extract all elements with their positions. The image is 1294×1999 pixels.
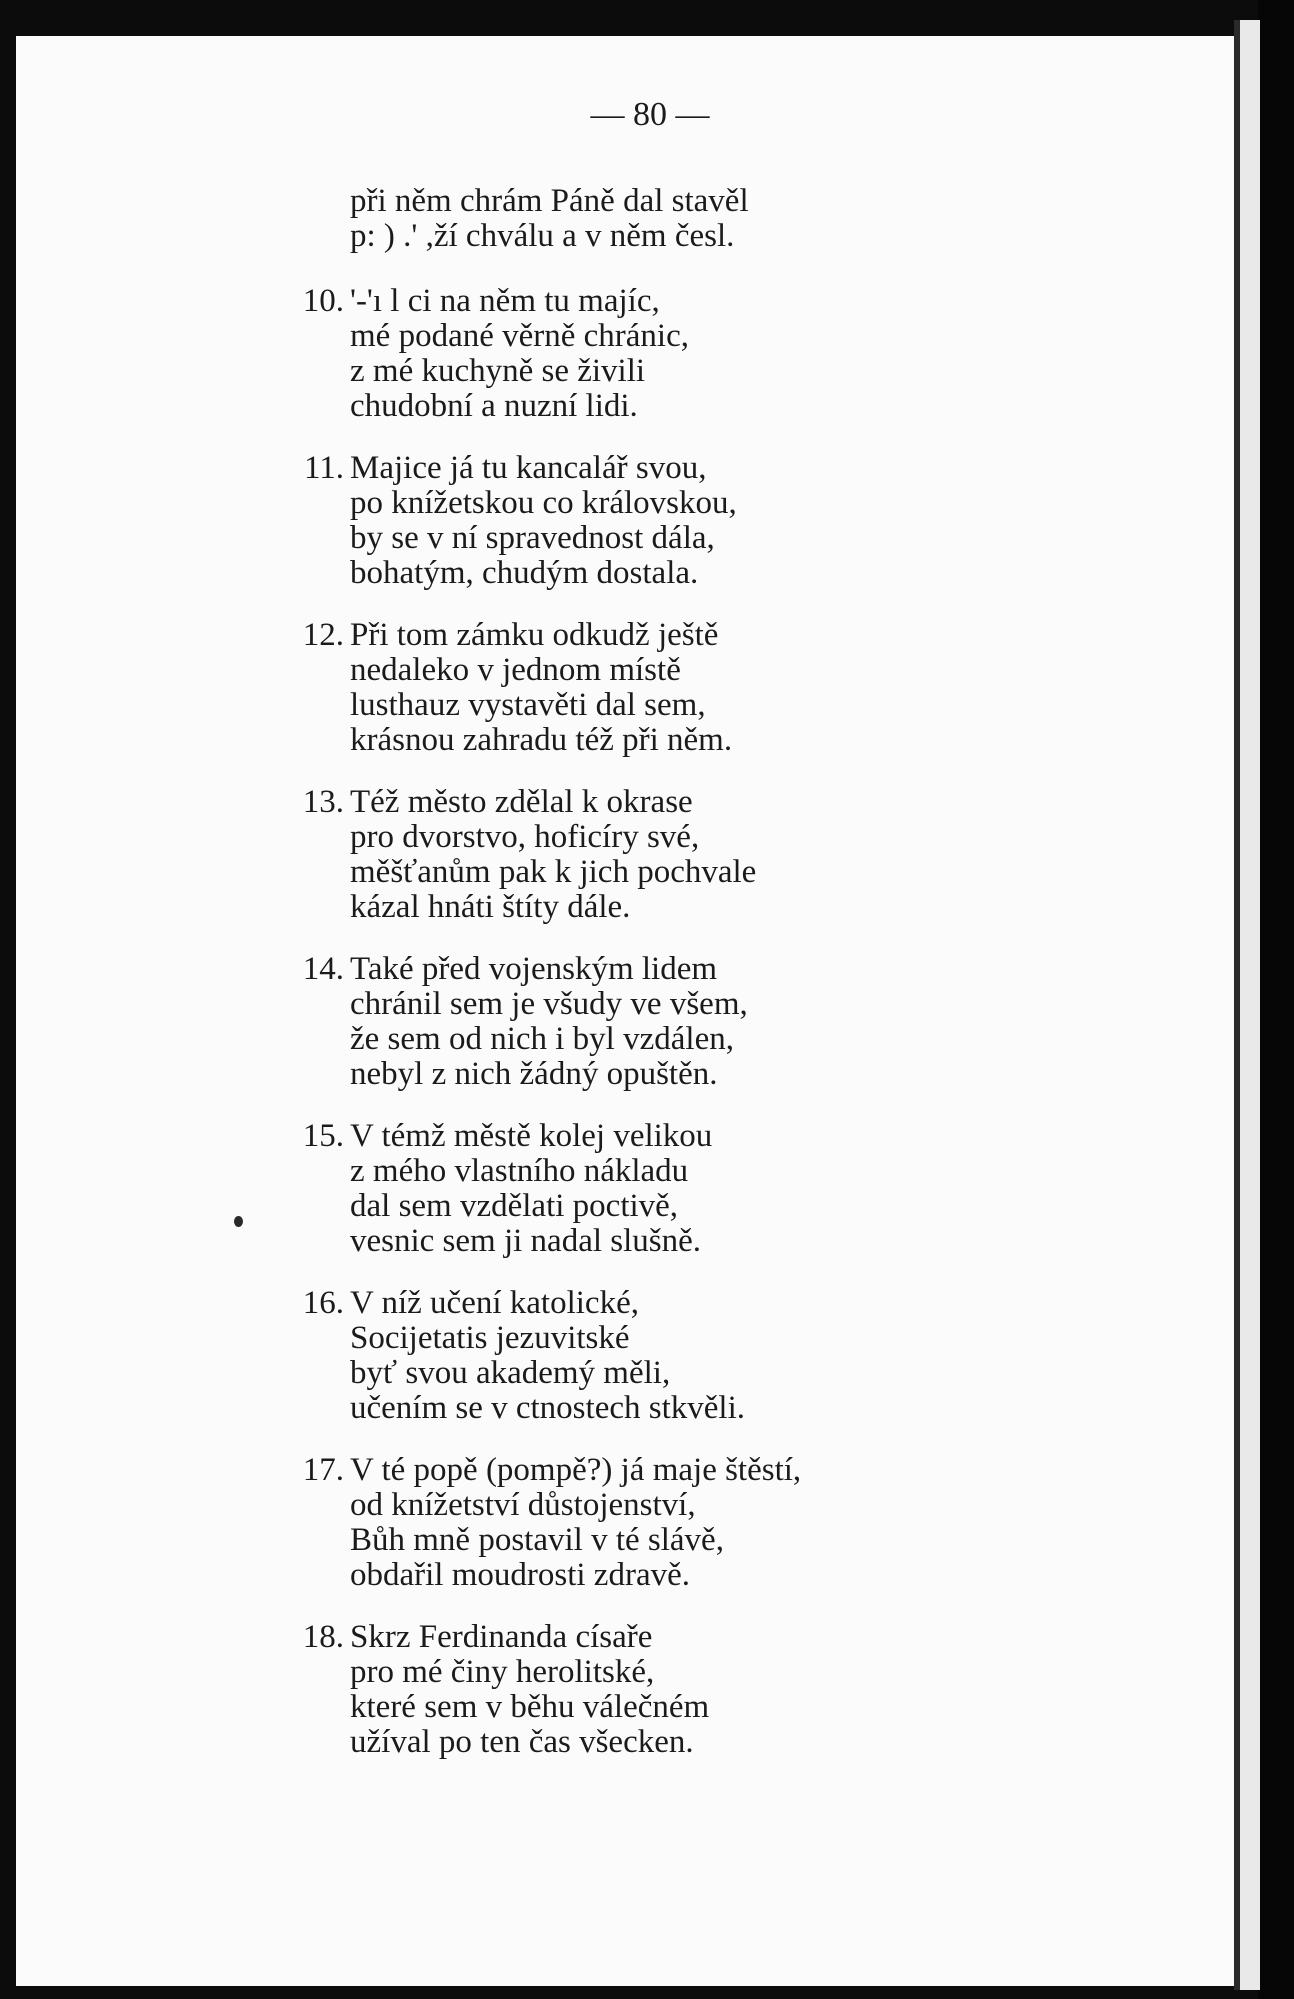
verse-line: z mého vlastního nákladu <box>350 1153 689 1189</box>
verse-line: Též město zdělal k okrase <box>350 784 693 820</box>
stanza <box>302 283 1010 424</box>
verse-line: V té popě (pompě?) já maje štěstí, <box>350 1452 802 1488</box>
stanza <box>302 1118 1010 1259</box>
verse-line: pro dvorstvo, hoficíry své, <box>350 819 700 855</box>
stanza-number: 11. <box>303 450 344 486</box>
stanza <box>303 450 1010 591</box>
verse-line: mé podané věrně chránic, <box>350 318 689 354</box>
stanza-number: 10. <box>302 283 344 319</box>
verse-line: užíval po ten čas všecken. <box>350 1724 694 1760</box>
verse-line: Při tom zámku odkudž ještě <box>350 617 719 653</box>
page-number: — 80 — <box>590 96 710 133</box>
verse-line: nedaleko v jednom místě <box>350 652 681 688</box>
stanza <box>302 1452 1010 1593</box>
verse-line: dal sem vzdělati poctivě, <box>350 1188 679 1224</box>
ink-speck <box>234 1216 243 1227</box>
verse-line: by se v ní spravednost dála, <box>350 520 715 556</box>
verse-line: vesnic sem ji nadal slušně. <box>350 1223 702 1259</box>
stanza-number: 16. <box>302 1285 344 1321</box>
verse-line: Majice já tu kancalář svou, <box>350 450 707 486</box>
verse-line: V níž učení katolické, <box>350 1285 639 1321</box>
verse-line: po knížetskou co královskou, <box>350 485 737 521</box>
book-spine <box>1234 20 1260 1990</box>
verse-line: od knížetství důstojenství, <box>350 1487 696 1523</box>
verse-line: bohatým, chudým dostala. <box>350 555 699 591</box>
verse-line: že sem od nich i byl vzdálen, <box>350 1021 734 1057</box>
stanza <box>302 951 1010 1092</box>
verse-line: p: ) .' ,ží chválu a v něm česl. <box>350 218 735 254</box>
stanza-number: 14. <box>302 951 344 987</box>
verse-line: chránil sem je všudy ve všem, <box>350 986 748 1022</box>
verse-line: Bůh mně postavil v té slávě, <box>350 1522 724 1558</box>
verse-line: pro mé činy herolitské, <box>350 1654 655 1690</box>
verse-line: obdařil moudrosti zdravě. <box>350 1557 690 1593</box>
verse-line: '-'ı l ci na něm tu majíc, <box>350 283 660 319</box>
poem-text <box>302 183 1010 1787</box>
stanza-number: 18. <box>302 1619 344 1655</box>
verse-line: Socijetatis jezuvitské <box>350 1320 630 1356</box>
verse-line: Také před vojenským lidem <box>350 951 718 987</box>
stanza-number: 17. <box>302 1452 344 1488</box>
stanza-number: 12. <box>302 617 344 653</box>
verse-line: kázal hnáti štíty dále. <box>350 889 631 925</box>
stanza <box>302 784 1010 925</box>
verse-line: měšťanům pak k jich pochvale <box>350 854 757 890</box>
verse-line: učením se v ctnostech stkvěli. <box>350 1390 745 1426</box>
stanza-number: 13. <box>302 784 344 820</box>
stanza <box>302 617 1010 758</box>
stanza <box>302 1619 1010 1760</box>
stanza-number: 15. <box>302 1118 344 1154</box>
scan-background <box>1258 0 1294 1999</box>
verse-line: V témž městě kolej velikou <box>350 1118 713 1154</box>
stanza <box>302 1285 1010 1426</box>
stanza <box>350 184 1010 254</box>
verse-line: lusthauz vystavěti dal sem, <box>350 687 706 723</box>
verse-line: z mé kuchyně se živili <box>350 353 646 389</box>
verse-line: byť svou akademý měli, <box>350 1355 671 1391</box>
verse-line: které sem v běhu válečném <box>350 1689 710 1725</box>
verse-line: krásnou zahradu též při něm. <box>350 722 733 758</box>
verse-line: chudobní a nuzní lidi. <box>350 388 638 424</box>
verse-line: nebyl z nich žádný opuštěn. <box>350 1056 718 1092</box>
verse-line: Skrz Ferdinanda císaře <box>350 1619 653 1655</box>
verse-line: při něm chrám Páně dal stavěl <box>350 183 749 219</box>
